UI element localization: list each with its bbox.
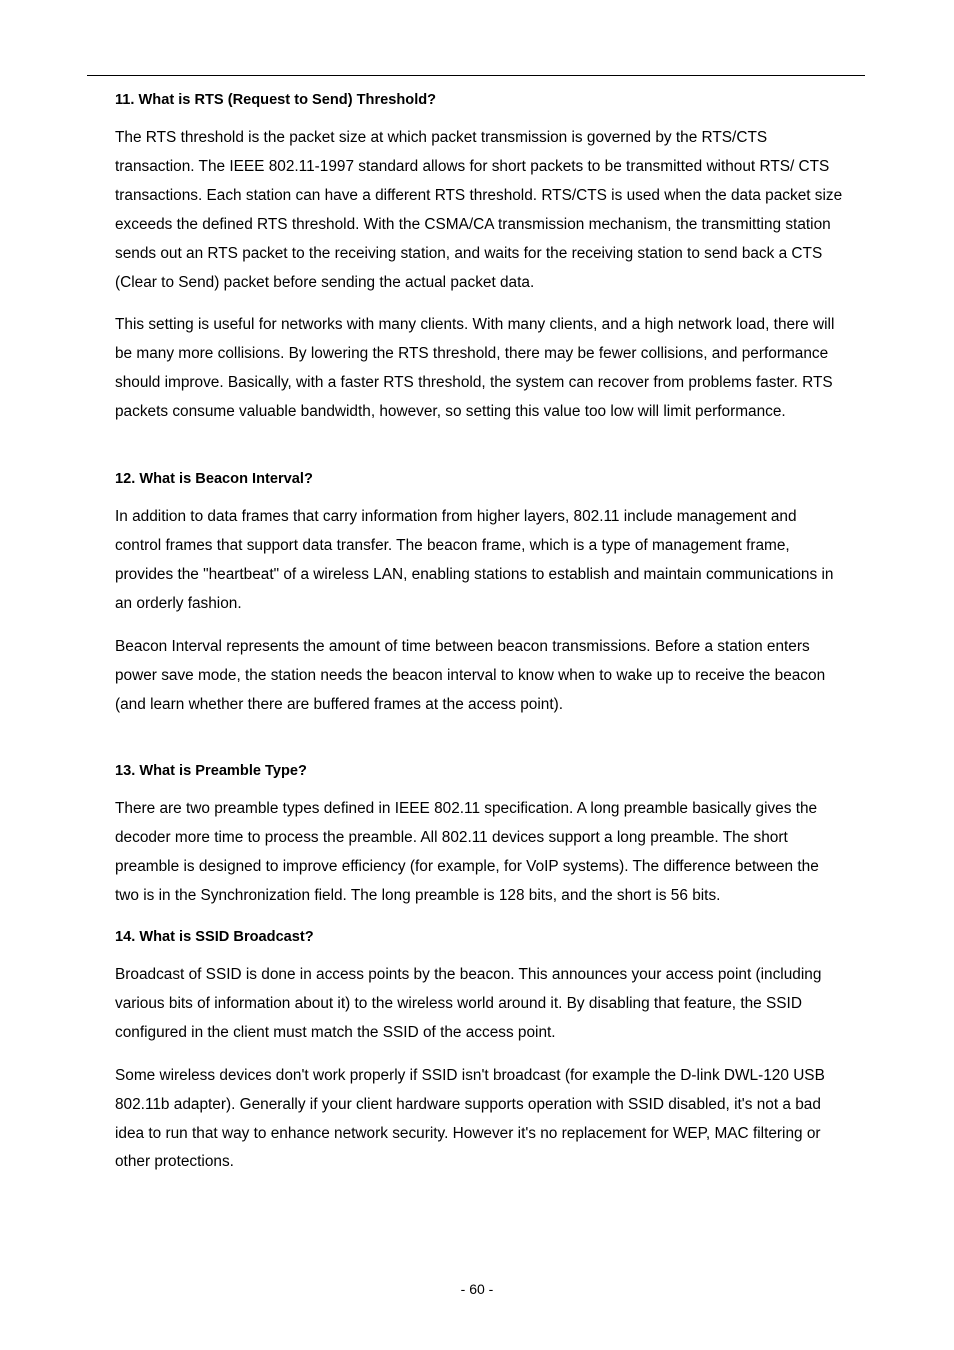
header-rule [87, 75, 865, 76]
section-spacer [115, 733, 845, 759]
section-title: 13. What is Preamble Type? [115, 763, 307, 780]
section-rts-threshold [115, 88, 845, 427]
section-preamble-type [115, 759, 845, 911]
paragraph: There are two preamble types defined in IEEE 802.11 specification. A long preamble basically gives the decoder more time to process the preamble. All 802.11 devices support a long preamble. The short preamble is designed to improve efficiency (for example, for VoIP systems). The difference between the two is in the Synchronization field. The long preamble is 128 bits, and the short is 56 bits. [115, 800, 819, 905]
paragraph: This setting is useful for networks with many clients. With many clients, and a high network load, there will be many more collisions. By lowering the RTS threshold, there may be fewer collisions, and performance should improve. Basically, with a faster RTS threshold, the system can recover from problems faster. RTS packets consume valuable bandwidth, however, so setting this value too low will limit performance. [115, 316, 835, 421]
paragraph: Broadcast of SSID is done in access points by the beacon. This announces your access point (including various bits of information about it) to the wireless world around it. By disabling that feature, the SSID configured in the client must match the SSID of the access point. [115, 966, 822, 1041]
page-number: - 60 - [460, 1281, 494, 1297]
document-body [115, 88, 845, 1191]
section-title: 12. What is Beacon Interval? [115, 471, 313, 488]
paragraph: Some wireless devices don't work properly if SSID isn't broadcast (for example the D-link DWL-120 USB 802.11b adapter). Generally if your client hardware supports operation with SSID disabled, it's not a bad idea to run that way to enhance network security. However it's no replacement for WEP, MAC filtering or other protections. [115, 1066, 825, 1171]
section-beacon-interval [115, 467, 845, 719]
paragraph: The RTS threshold is the packet size at which packet transmission is governed by the RTS/CTS transaction. The IEEE 802.11-1997 standard allows for short packets to be transmitted without RTS/ CTS transactions. Each station can have a different RTS threshold. RTS/CTS is used when the data packet size exceeds the defined RTS threshold. With the CSMA/CA transmission mechanism, the transmitting station sends out an RTS packet to the receiving station, and waits for the receiving station to send back a CTS (Clear to Send) packet before sending the actual packet data. [115, 129, 843, 291]
paragraph: Beacon Interval represents the amount of time between beacon transmissions. Before a station enters power save mode, the station needs the beacon interval to know when to wake up to receive the beacon (and learn whether there are buffered frames at the access point). [115, 637, 826, 713]
section-spacer [115, 441, 845, 467]
section-title: 11. What is RTS (Request to Send) Threshold? [115, 92, 437, 108]
section-ssid-broadcast [115, 925, 845, 1177]
section-title: 14. What is SSID Broadcast? [115, 929, 314, 946]
paragraph: In addition to data frames that carry information from higher layers, 802.11 include management and control frames that support data transfer. The beacon frame, which is a type of management frame, provides the "heartbeat" of a wireless LAN, enabling stations to establish and maintain communications in an orderly fashion. [115, 508, 834, 612]
